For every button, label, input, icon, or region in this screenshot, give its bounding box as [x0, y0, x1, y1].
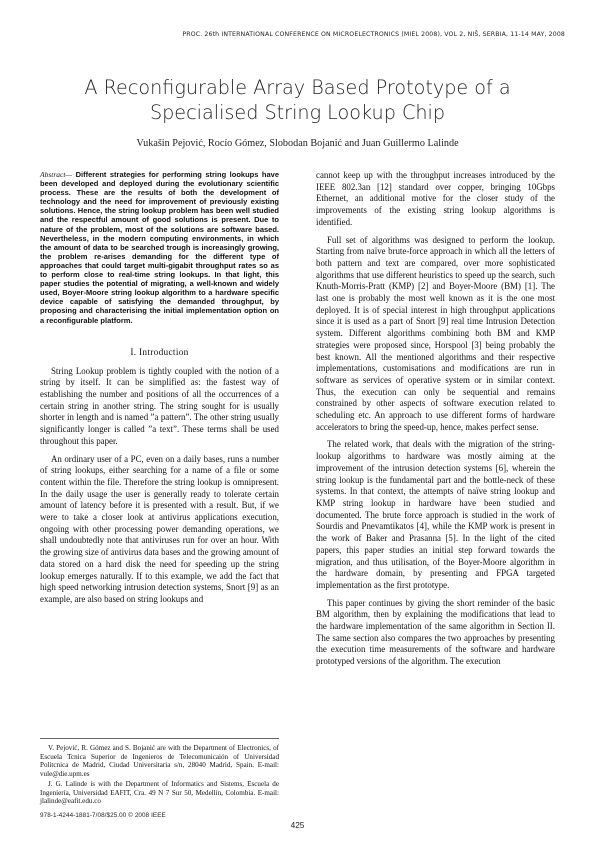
paragraph: An ordinary user of a PC, even on a daily bases, runs a number of string lookups, either searching for a name of a file or some content within the file. Therefore the string lookup is omnipresent. In the daily usage the user is generally ready to tolerate certain amount of latency before it is presented with a result. But, if we were to take a closer look at antivirus applications execution, ongoing with other processing power demanding operations, we shall undoubtedly note that antiviruses run for over an hour. With the growing size of antivirus data bases and the growing amount of data stored on a hard disk the need for speeding up the string lookup emerges naturally. If to this example, we add the fact that high speed networking intrusion detection systems, Snort [9] as an example, are also based on string lookups and: [40, 453, 279, 604]
abstract: [40, 170, 279, 325]
page-number: 425: [290, 820, 305, 830]
running-header: PROC. 26th INTERNATIONAL CONFERENCE ON MICROELECTRONICS (MIEL 2008), VOL 2, NIŠ, SERBIA, 11-14 MAY, 2008: [182, 31, 565, 38]
abstract-text: Different strategies for performing string lookups have been developed and deployed during the evolutionary scientific process. These are the results of both the development of technology and the need for improvement of previously existing solutions. Hence, the string lookup problem has been well studied and the respectful amount of good solutions is present. Due to nature of the problem, most of the solutions are software based. Nevertheless, in the modern computing environments, in which the amount of data to be searched trough is increasingly growing, the problem re-arises demanding for the different type of approaches that could target multi-gigabit throughput rates so as to perform close to real-time string lookups. In that light, this paper studies the potential of migrating, a well-known and widely used, Boyer-Moore string lookup algorithm to a hardware specific device capable of satisfying the demanded throughput, by proposing and characterising the initial implementation option on a reconfigurable platform.: [40, 170, 279, 325]
footnote: J. G. Lalinde is with the Department of Informatics and Sistems, Escuela de Ingeniería, Universidad EAFIT, Cra. 49 N 7 Sur 50, Medellín, Colombia. E-mail: jlalinde@eafit.edu.co: [40, 779, 279, 806]
author-list: Vukašin Pejović, Rocío Gómez, Slobodan Bojanić and Juan Guillermo Lalinde: [136, 138, 459, 149]
paragraph: Full set of algorithms was designed to perform the lookup. Starting from naïve brute-force approach in which all the letters of both pattern and text are compared, over more sophisticated algorithms that use different heuristics to speed up the search, such Knuth-Morris-Pratt (KMP) [2] and Boyer-Moore (BM) [1]. The last one is probably the most well known as it is the one most deployed. It is of special interest in high throughput applications since it is used as a part of Snort [9] real time Intrusion Detection system. Different algorithms combining both BM and KMP strategies were proposed since, Horspool [3] being probably the best known. All the mentioned algorithms and their respective implementations, customisations and modifications are run in software as services of operative system or in similar context. Thus, the execution can only be sequential and remains constrained by other aspects of software execution related to scheduling etc. An approach to use different forms of hardware accelerators to bring the speed-up, hence, makes perfect sense.: [316, 234, 555, 432]
right-column: [316, 170, 555, 674]
left-column: [40, 170, 279, 612]
paper-title: A Reconfigurable Array Based Prototype of a Specialised String Lookup Chip: [84, 76, 511, 124]
paragraph: This paper continues by giving the short reminder of the basic BM algorithm, then by explaining the modifications that lead to the hardware implementation of the same algorithm in Section II. The same section also compares the two approaches by presenting the execution time measurements of the software and hardware prototyped versions of the algorithm. The execution: [316, 597, 555, 667]
abstract-label: Abstract—: [40, 170, 73, 179]
section-heading-introduction: I. Introduction: [130, 347, 189, 358]
paragraph: String Lookup problem is tightly coupled with the notion of a string by itself. It can be simplified as: the fastest way of establishing the number and positions of all the occurrences of a certain string in another string. The string sought for is usually shorter in length and is named ”a pattern”. The other string usually significantly longer is called ”a text”. These terms shall be used throughout this paper.: [40, 365, 279, 446]
paragraph: The related work, that deals with the migration of the string-lookup algorithms to hardware was mostly aiming at the improvement of the intrusion detection systems [6], wherein the string lookup is the fundamental part and the bottle-neck of these systems. In that context, the attempts of naïve string lookup and KMP string lookup in hardware have been studied and documented. The brute force approach is studied in the work of Sourdis and Pnevamtikatos [4], while the KMP work is present in the work of Baker and Prasanna [5]. In the light of the cited papers, this paper studies an initial step forward towards the migration, and thus utilisation, of the Boyer-Moore algorithm in the hardware domain, by presenting and FPGA targeted implementation as the first prototype.: [316, 439, 555, 590]
footnote: V. Pejović, R. Gómez and S. Bojanić are with the Department of Electronics, of Escuela Tcnica Superior de Ingenieros de Telecomunicaión of Universidad Politcnica de Madrid, Ciudad Universitaria s/n, 28040 Madrid, Spain. E-mail: vule@die.upm.es: [40, 744, 279, 779]
copyright-line: 978-1-4244-1881-7/08/$25.00 © 2008 IEEE: [40, 812, 166, 819]
footnotes: [40, 738, 279, 807]
paragraph: cannot keep up with the throughput increases introduced by the IEEE 802.3an [12] standard over copper, bringing 10Gbps Ethernet, an additional motive for the closer study of the improvements of the existing string lookup algorithms is identified.: [316, 170, 555, 227]
